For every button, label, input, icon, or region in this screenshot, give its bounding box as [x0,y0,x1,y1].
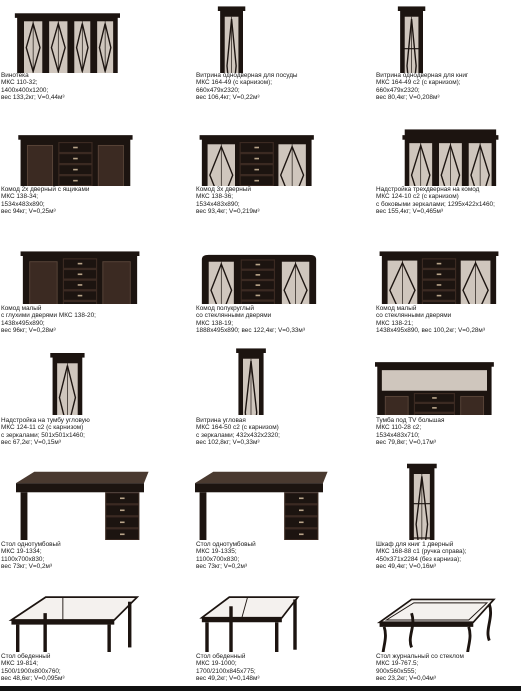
item-spec-line: вес 49,2кг; V=0,148м³ [196,674,260,682]
item-title: Надстройка трехдверная на комод [376,186,480,193]
bookcase-single-door-icon [359,458,521,540]
item-spec-line: 1888х495х890; вес 122,4кг; V=0,33м³ [196,326,305,334]
item-spec-line: 1438х495х890; [1,319,45,327]
item-spec-line: 1100х700х830; [1,555,45,563]
item-spec-line: вес 155,4кг; V=0,465м³ [376,207,444,215]
coffee-table-glass-icon [359,572,521,652]
item-spec-line: с глухими дверями МКС 138-20; [1,312,96,320]
item-spec-line: с боковыми зеркалами; 1295х422х1460; [376,200,495,208]
item-spec-line: МКС 19-814; [1,660,39,668]
item-spec-line: со стеклянными дверями [196,312,272,320]
item-caption [1,186,161,215]
item-spec-line: вес 96кг; V=0,28м³ [1,326,56,334]
item-spec-line: 660х479х2320; [376,86,420,94]
item-caption [196,186,356,215]
item-spec-line: вес 23,2кг; V=0,04м³ [376,674,436,682]
item-spec-line: вес 73кг; V=0,2м³ [196,562,248,570]
small-chest-solid-doors-icon [0,232,174,304]
item-spec-line: МКС 124-10 с2 (с карнизом) [376,193,459,201]
item-caption [1,72,161,101]
item-spec-line: МКС 110-32; [1,79,38,87]
item-spec-line: МКС 19-767.5; [376,660,419,668]
item-spec-line: вес 102,8кг; V=0,33м³ [196,438,260,446]
chest-3door-icon [179,118,353,186]
item-spec-line: МКС 138-19; [196,319,234,327]
item-spec-line: вес 106,4кг; V=0,22м³ [196,93,260,101]
dining-table-icon [0,572,174,652]
item-caption [196,72,356,101]
page-bottom-rule [0,686,521,691]
item-spec-line: 1534х483х890; [1,200,45,208]
item-caption [376,417,521,446]
item-title: Комод малый [1,305,42,312]
item-spec-line: вес 79,8кг; V=0,17м³ [376,438,436,446]
item-spec-line: 1400х400х1200; [1,86,49,94]
item-spec-line: МКС 19-1334; [1,548,42,556]
item-spec-line: МКС 138-36; [196,193,234,201]
item-caption [1,417,161,446]
item-title: Винотека [1,72,29,79]
item-caption [196,653,356,682]
item-spec-line: 1700/2100х845х775; [196,667,256,675]
item-spec-line: вес 49,4кг; V=0,16м³ [376,562,436,570]
item-spec-line: МКС 168-88 с1 (ручка справа); [376,548,467,556]
item-spec-line: 1500/1900х800х760; [1,667,61,675]
item-spec-line: МКС 138-21; [376,319,414,327]
item-spec-line: 900х560х555; [376,667,417,675]
item-title: Комод 2х дверный с ящиками [1,186,90,193]
item-spec-line: МКС 164-49 (с карнизом); [196,79,272,87]
item-caption [376,541,521,570]
item-spec-line: МКС 19-1335; [196,548,237,556]
desk-pedestal-icon [179,458,353,540]
item-caption [376,305,521,334]
item-caption [196,417,356,446]
item-title: Комод 3х дверный [196,186,251,193]
item-spec-line: 1438х495х890, вес 100,2кг; V=0,28м³ [376,326,485,334]
book-showcase-icon [359,3,521,73]
item-spec-line: МКС 19-1000; [196,660,237,668]
item-title: Комод полукруглый [196,305,254,312]
item-title: Витрина однодверная для посуды [196,72,298,79]
semicircle-chest-icon [179,232,353,304]
item-title: Тумба под TV большая [376,417,445,424]
item-spec-line: со стеклянными дверями [376,312,452,320]
item-spec-line: с зеркалами; 501х501х1460; [1,431,85,439]
corner-top-icon [0,345,174,415]
item-spec-line: 1534х483х890; [196,200,240,208]
item-spec-line: МКС 164-50 с2 (с карнизом) [196,424,279,432]
item-caption [1,305,161,334]
item-spec-line: МКС 124-11 с2 (с карнизом) [1,424,84,432]
item-caption [376,72,521,101]
item-spec-line: 660х479х2320; [196,86,240,94]
item-title: Комод малый [376,305,417,312]
item-caption [376,186,521,215]
dining-table-small-icon [179,572,353,652]
item-spec-line: 1100х700х830; [196,555,240,563]
item-spec-line: вес 48,6кг; V=0,095м³ [1,674,65,682]
item-spec-line: МКС 138-34; [1,193,39,201]
wine-cabinet-icon [0,3,174,73]
item-title: Стол журнальный со стеклом [376,653,464,660]
item-spec-line: вес 80,4кг; V=0,208м³ [376,93,440,101]
small-chest-glass-doors-icon [359,232,521,304]
item-caption [196,305,356,334]
item-spec-line: 1534х483х710; [376,431,420,439]
item-spec-line: вес 73кг; V=0,2м³ [1,562,53,570]
desk-pedestal-icon [0,458,174,540]
item-spec-line: вес 93,4кг; V=0,219м³ [196,207,260,215]
corner-showcase-icon [179,345,353,415]
item-caption [376,653,521,682]
item-title: Надстройка на тумбу угловую [1,417,90,424]
item-title: Витрина однодверная для книг [376,72,469,79]
item-spec-line: вес 94кг; V=0,25м³ [1,207,56,215]
single-door-showcase-icon [179,3,353,73]
item-title: Стол обеденный [196,653,246,660]
tv-stand-icon [359,345,521,415]
item-spec-line: МКС 164-49 с2 (с карнизом); [376,79,461,87]
item-spec-line: МКС 110-28 с2; [376,424,422,432]
item-title: Витрина угловая [196,417,246,424]
item-title: Стол однотумбовый [196,541,256,548]
chest-2door-drawers-icon [0,118,174,186]
item-caption [1,541,161,570]
item-spec-line: вес 133,2кг; V=0,44м³ [1,93,65,101]
item-spec-line: вес 67,2кг; V=0,15м³ [1,438,61,446]
item-title: Шкаф для книг 1 дверный [376,541,454,548]
item-spec-line: 450х371х2284 (без карниза); [376,555,462,563]
item-spec-line: с зеркалами; 432х432х2320; [196,431,280,439]
item-caption [196,541,356,570]
item-title: Стол однотумбовый [1,541,61,548]
item-caption [1,653,161,682]
item-title: Стол обеденный [1,653,51,660]
triple-door-top-icon [359,118,521,186]
